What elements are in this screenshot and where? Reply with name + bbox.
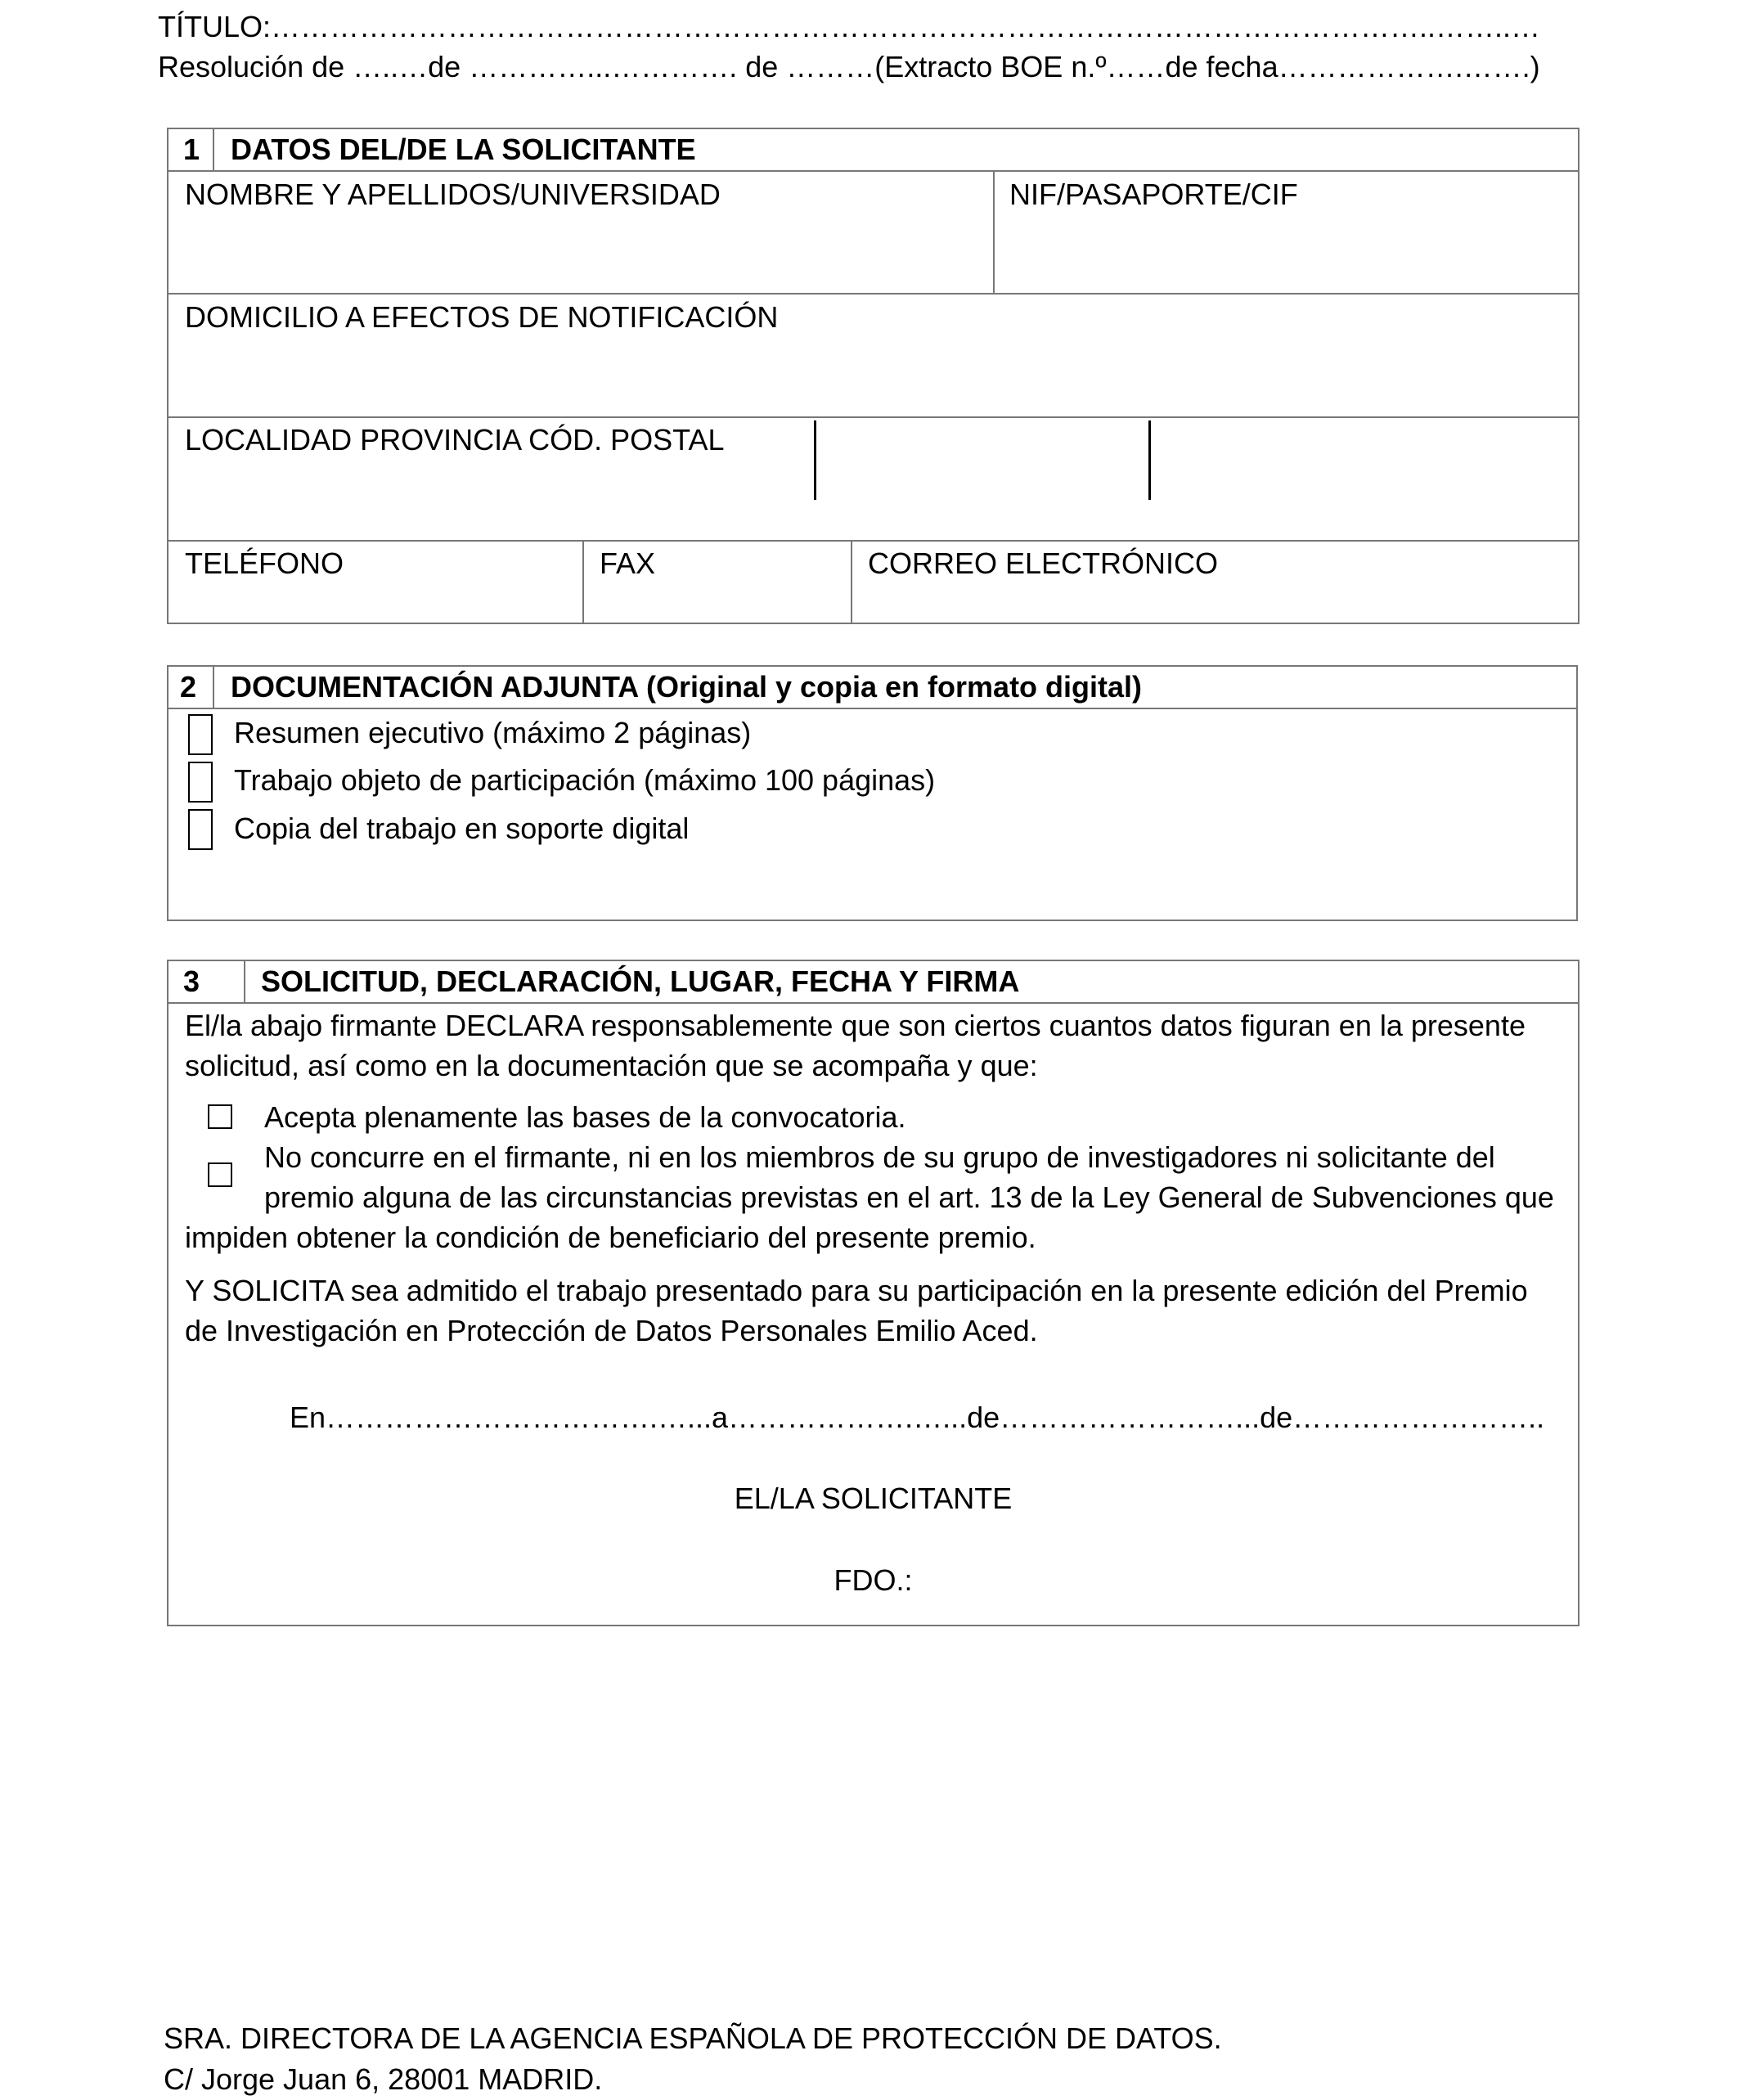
- copia-digital-checkbox[interactable]: [188, 809, 213, 850]
- lugar-fecha-line[interactable]: En…………………………….…...a……………….…...de……………………...de……………………..: [290, 1401, 1545, 1434]
- declara-text-1: El/la abajo firmante DECLARA responsablemente que son ciertos cuantos datos figuran en la presente: [185, 1009, 1526, 1042]
- doc-item-copia-digital: Copia del trabajo en soporte digital: [234, 812, 690, 845]
- column-separator: [993, 170, 995, 295]
- acepta-bases-text: Acepta plenamente las bases de la convocatoria.: [264, 1100, 906, 1134]
- correo-field[interactable]: CORREO ELECTRÓNICO: [868, 546, 1219, 580]
- localidad-field[interactable]: LOCALIDAD PROVINCIA CÓD. POSTAL: [185, 423, 725, 456]
- firma-label: FDO.:: [834, 1563, 913, 1597]
- column-separator: [582, 540, 584, 624]
- section-1-header: [169, 129, 1578, 172]
- resolucion-line: Resolución de …..…de …………...…………. de ………(Extracto BOE n.º……de fecha……………….…….): [158, 50, 1540, 83]
- titulo-line: TÍTULO:………………………………………………………………………………………………………..……..…: [158, 10, 1541, 43]
- footer-address: C/ Jorge Juan 6, 28001 MADRID.: [164, 2062, 603, 2096]
- no-concurre-text-1: No concurre en el firmante, ni en los miembros de su grupo de investigadores ni solicitante del: [264, 1140, 1495, 1174]
- solicita-text-1: Y SOLICITA sea admitido el trabajo presentado para su participación en la presente edición del Premio: [185, 1274, 1528, 1307]
- provincia-cp-separator: [1148, 420, 1151, 500]
- resumen-checkbox[interactable]: [188, 714, 213, 755]
- no-concurre-checkbox[interactable]: [208, 1162, 232, 1187]
- trabajo-checkbox[interactable]: [188, 762, 213, 803]
- section-2-documentacion: [167, 665, 1578, 921]
- telefono-field[interactable]: TELÉFONO: [185, 546, 344, 580]
- section-1-title: DATOS DEL/DE LA SOLICITANTE: [231, 133, 696, 166]
- nombre-field[interactable]: NOMBRE Y APELLIDOS/UNIVERSIDAD: [185, 178, 721, 211]
- localidad-provincia-separator: [814, 420, 816, 500]
- solicitante-label: EL/LA SOLICITANTE: [734, 1482, 1013, 1515]
- no-concurre-text-3: impiden obtener la condición de beneficiario del presente premio.: [185, 1221, 1036, 1254]
- no-concurre-text-2: premio alguna de las circunstancias previstas en el art. 13 de la Ley General de Subvenciones que: [264, 1180, 1554, 1214]
- row-separator: [169, 293, 1578, 295]
- section-3-solicitud: [167, 960, 1579, 1626]
- row-separator: [169, 540, 1578, 542]
- fax-field[interactable]: FAX: [600, 546, 656, 580]
- doc-item-trabajo: Trabajo objeto de participación (máximo 100 páginas): [234, 763, 936, 797]
- domicilio-field[interactable]: DOMICILIO A EFECTOS DE NOTIFICACIÓN: [185, 300, 779, 334]
- section-1-datos-solicitante: [167, 128, 1579, 624]
- section-3-title: SOLICITUD, DECLARACIÓN, LUGAR, FECHA Y FIRMA: [261, 965, 1020, 998]
- section-2-title: DOCUMENTACIÓN ADJUNTA (Original y copia en formato digital): [231, 670, 1143, 704]
- section-3-number: 3: [169, 961, 245, 1002]
- footer-recipient: SRA. DIRECTORA DE LA AGENCIA ESPAÑOLA DE PROTECCIÓN DE DATOS.: [164, 2021, 1222, 2055]
- section-1-number: 1: [169, 129, 214, 170]
- section-2-number: 2: [169, 667, 214, 708]
- section-2-header: [169, 667, 1576, 709]
- nif-field[interactable]: NIF/PASAPORTE/CIF: [1009, 178, 1298, 211]
- column-separator: [851, 540, 852, 624]
- section-3-header: [169, 961, 1578, 1004]
- row-separator: [169, 416, 1578, 418]
- acepta-bases-checkbox[interactable]: [208, 1104, 232, 1129]
- declara-text-2: solicitud, así como en la documentación que se acompaña y que:: [185, 1049, 1038, 1082]
- doc-item-resumen: Resumen ejecutivo (máximo 2 páginas): [234, 716, 752, 749]
- solicita-text-2: de Investigación en Protección de Datos Personales Emilio Aced.: [185, 1314, 1038, 1347]
